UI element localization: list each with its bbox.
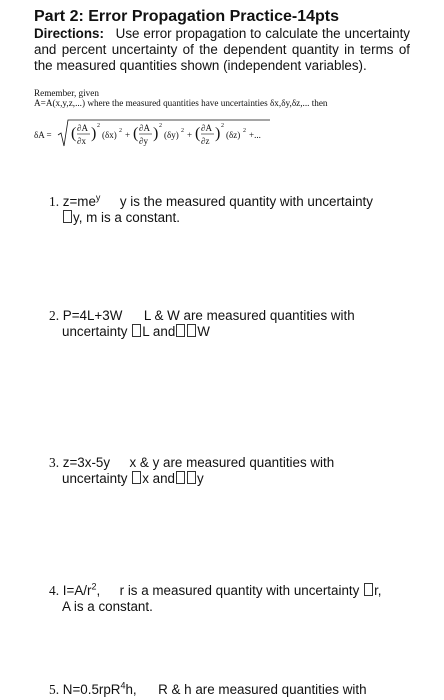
formula-lhs: δA = [34,130,52,140]
question-line-2: A is a constant. [62,599,153,614]
question-line-2b: x and [142,471,176,486]
question-line-2c: W [197,324,210,339]
question-equation: $I=A/r^2$, [62,581,101,598]
missing-glyph-box [132,471,141,484]
remember-note [34,88,414,108]
paren-close-z: ) [215,125,221,142]
directions-text: Use error propagation to calculate the uncertainty and percent uncertainty of the dependent quantity in terms of the measured quantities shown (independent variables). [34,26,410,73]
plus-1: + [125,130,131,140]
square-dz: 2 [243,128,246,134]
question-description: L & W are measured quantities with [143,308,355,323]
question-description: x & y are measured quantities with [129,455,335,470]
missing-glyph-box [63,210,72,223]
question-description: y is the measured quantity with uncertainty [119,194,373,209]
question-description: R & h are measured quantities with [158,682,367,697]
formula-tail: +... [249,130,261,140]
question-4 [49,583,409,615]
square-x: 2 [97,123,100,129]
missing-glyph-box [364,583,373,596]
partial-num-z: ∂A [201,123,212,133]
missing-glyph-box [176,471,185,484]
partial-den-x: ∂x [77,136,86,146]
question-1 [49,194,409,226]
question-number: 5. [49,682,60,697]
question-3 [49,455,409,487]
question-equation: $z=me^y$ [62,192,101,209]
square-dx: 2 [119,128,122,134]
partial-num-x: ∂A [77,123,88,133]
square-dy: 2 [181,128,184,134]
question-number: 1. [49,194,60,209]
delta-z: (δz) [226,130,241,140]
missing-glyph-box [187,471,196,484]
question-number: 2. [49,308,60,323]
remember-line-2: A=A(x,y,z,...) where the measured quantities have uncertainties δx,δy,δz,... then [34,98,328,108]
partial-den-y: ∂y [139,136,148,146]
question-line-2: y, m is a constant. [73,210,180,225]
question-description: r is a measured quantity with uncertainty [119,583,360,598]
question-line-2c: y [197,471,204,486]
paren-open-x: ( [71,125,77,142]
partial-den-z: ∂z [201,136,210,146]
delta-y: (δy) [164,130,179,140]
paren-open-z: ( [195,125,201,142]
paren-open-y: ( [133,125,139,142]
question-equation: z=3x-5y [62,455,111,470]
paren-close-y: ) [153,125,159,142]
question-line-2a: uncertainty [62,324,128,339]
page-title: Part 2: Error Propagation Practice-14pts [34,8,339,25]
question-line-1-end: r, [374,583,382,598]
partial-num-y: ∂A [139,123,150,133]
missing-glyph-box [187,324,196,337]
directions-paragraph [34,26,410,74]
question-line-2b: L and [142,324,176,339]
question-equation: N=0.5rpR$^4$h, [62,680,137,697]
square-y: 2 [159,123,162,129]
missing-glyph-box [132,324,141,337]
delta-x: (δx) [102,130,117,140]
plus-2: + [187,130,193,140]
question-number: 4. [49,583,60,598]
question-equation: P=4L+3W [62,308,123,323]
remember-line-1: Remember, given [34,88,99,98]
question-number: 3. [49,455,60,470]
question-line-2a: uncertainty [62,471,128,486]
missing-glyph-box [176,324,185,337]
paren-close-x: ) [91,125,97,142]
directions-label: Directions: [34,26,104,41]
question-5 [49,682,409,698]
error-propagation-formula [34,118,414,150]
square-z: 2 [221,123,224,129]
question-2 [49,308,409,340]
